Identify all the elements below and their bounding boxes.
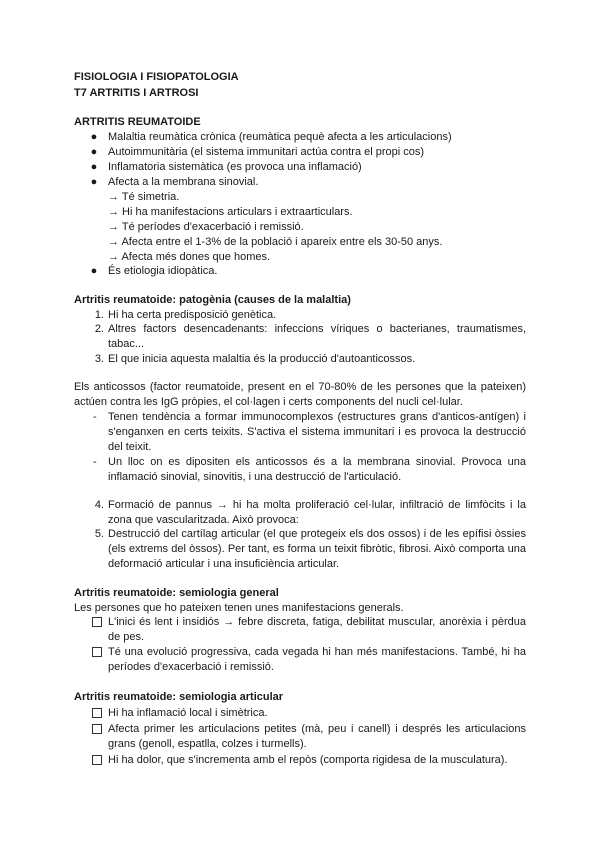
list-item: Hi ha certa predisposició genètica. bbox=[108, 309, 277, 321]
checklist-item: Hi ha dolor, que s'incrementa amb el repòs (comporta rigidesa de la musculatura). bbox=[108, 754, 508, 766]
bullet-icon: ● bbox=[90, 265, 98, 277]
list-number: 2. bbox=[94, 323, 104, 335]
arrow-item: → Hi ha manifestacions articulars i extraarticulars. bbox=[108, 206, 353, 218]
checkbox-icon bbox=[92, 617, 102, 627]
arrow-item: → Té períodes d'exacerbació i remissió. bbox=[108, 221, 304, 233]
checklist-item: Hi ha inflamació local i simètrica. bbox=[108, 707, 268, 719]
list-number: 1. bbox=[94, 309, 104, 321]
course-title: FISIOLOGIA I FISIOPATOLOGIA bbox=[74, 71, 239, 83]
checkbox-icon bbox=[92, 724, 102, 734]
checkbox-icon bbox=[92, 647, 102, 657]
bullet-icon: ● bbox=[90, 161, 98, 173]
list-number: 4. bbox=[94, 499, 104, 511]
list-number: 3. bbox=[94, 353, 104, 365]
bullet-icon: ● bbox=[90, 176, 98, 188]
list-number: 5. bbox=[94, 528, 104, 540]
checkbox-icon bbox=[92, 755, 102, 765]
list-item: Altres factors desencadenants: infeccions víriques o bacterianes, traumatismes, tabac... bbox=[108, 323, 526, 350]
topic-title: T7 ARTRITIS I ARTROSI bbox=[74, 87, 199, 99]
list-item: Inflamatoria sistemàtica (es provoca una inflamació) bbox=[108, 161, 362, 173]
list-item: Malaltia reumàtica crònica (reumàtica pequè afecta a les articulacions) bbox=[108, 131, 452, 143]
dash-marker: - bbox=[93, 411, 97, 423]
dash-marker: - bbox=[93, 456, 97, 468]
checklist-item: Afecta primer les articulacions petites (mà, peu i canell) i després les articulacions grans (genoll, espatlla, colzes i turmells). bbox=[108, 723, 526, 750]
paragraph-anticossos: Els anticossos (factor reumatoide, present en el 70-80% de les persones que la pateixen) actúen contra les IgG pròpies, el col·lagen i certs components del nucli cel·lular. bbox=[74, 381, 526, 408]
arrow-item: → Afecta més dones que homes. bbox=[108, 251, 271, 263]
list-item: És etiologia idiopàtica. bbox=[108, 265, 218, 277]
list-item: Tenen tendència a formar immunocomplexos (estructures grans d'anticos-antígen) i s'enganxen en certs teixits. S'activa el sistema immunitari i es provoca la destrucció del teixit. bbox=[108, 411, 526, 453]
list-item: Autoimmunitària (el sistema immunitari actúa contra el propi cos) bbox=[108, 146, 425, 158]
intro-text: Les persones que ho pateixen tenen unes manifestacions generals. bbox=[74, 602, 404, 614]
section-heading-semiologia-general: Artritis reumatoide: semiologia general bbox=[74, 587, 279, 599]
section-heading-artritis: ARTRITIS REUMATOIDE bbox=[74, 116, 201, 128]
list-item: Formació de pannus → hi ha molta proliferació cel·lular, infiltració de limfòcits i la zona que vascularitzada. Això provoca: bbox=[108, 499, 526, 526]
section-heading-patogenia: Artritis reumatoide: patogènia (causes de la malaltia) bbox=[74, 294, 351, 306]
list-item: Un lloc on es dipositen els anticossos és a la membrana sinovial. Provoca una inflamació sinovial, sinovitis, i una destrucció de l'articulació. bbox=[108, 456, 526, 483]
section-heading-semiologia-articular: Artritis reumatoide: semiologia articular bbox=[74, 691, 284, 703]
arrow-item: → Afecta entre el 1-3% de la població i apareix entre els 30-50 anys. bbox=[108, 236, 443, 248]
arrow-item: → Té simetria. bbox=[108, 191, 180, 203]
bullet-icon: ● bbox=[90, 146, 98, 158]
checklist-item: Té una evolució progressiva, cada vegada hi han més manifestacions. També, hi ha períodes d'exacerbació i remissió. bbox=[108, 646, 526, 673]
bullet-icon: ● bbox=[90, 131, 98, 143]
list-item: Afecta a la membrana sinovial. bbox=[108, 176, 259, 188]
list-item: El que inicia aquesta malaltia és la producció d'autoanticossos. bbox=[108, 353, 416, 365]
checkbox-icon bbox=[92, 708, 102, 718]
checklist-item: L'inici és lent i insidiós → febre discreta, fatiga, debilitat muscular, anorèxia i pèrdua de pes. bbox=[108, 616, 526, 643]
list-item: Destrucció del cartílag articular (el que protegeix els dos ossos) i de les epífisi òssies (els extrems del òssos). Per tant, es forma un teixit fibròtic, fibrosi. Això comporta una deformació articular i una insuficiència articular. bbox=[108, 528, 526, 570]
